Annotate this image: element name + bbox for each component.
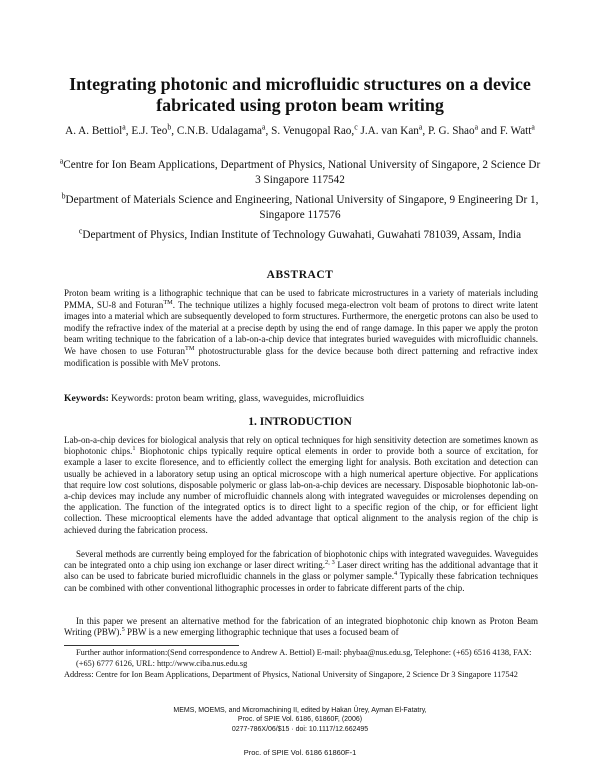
abstract-text: photostructurable glass for the device because both direct patterning and refractive index modification is possible with MeV protons. — [64, 345, 539, 368]
reference-mark: 5 — [121, 626, 125, 634]
paragraph-text: In this paper we present an alternative method for the fabrication of an integrated biophotonic chip known as Proton Beam Writing (PBW). — [64, 616, 538, 638]
paragraph-text: Typically these fabrication techniques can be combined with other conventional lithographic processes in order to fabricate different parts of the chip. — [64, 571, 538, 593]
intro-paragraph-2 — [64, 549, 538, 594]
intro-paragraph-3 — [64, 616, 538, 638]
paragraph-text: Laser direct writing has the additional advantage that it also can be used to fabricate buried microfluidic channels in the glass or polymer sample. — [64, 560, 538, 582]
author-affiliation-mark: a — [474, 122, 479, 132]
author-name: E.J. Teo — [131, 125, 168, 137]
keywords-text: Keywords: proton beam writing, glass, waveguides, microfluidics — [111, 393, 365, 404]
intro-paragraph-1 — [64, 435, 538, 536]
paragraph-text: Lab-on-a-chip devices for biological analysis that rely on optical techniques for high sensitivity detection are sometimes known as biophotonic chips. — [64, 435, 538, 457]
author-name: S. Venugopal Rao, — [271, 125, 355, 137]
footnote — [64, 648, 538, 680]
trademark-mark: TM — [185, 344, 195, 352]
paragraph-text: Biophotonic chips typically require optical elements in order to provide both a source of excitation, for example a laser to excite floresence, and to efficiently collect the emerging light for analysis. Both excitation and detection can usually be achieved in a laboratory setup using an optical microscope with a high numerical aperture objective. For applications that require low cost solutions, disposable polymeric or glass lab-on-a-chip devices are necessary. Disposable biophotonic lab-on-a-chip devices may include any number of microfluidic channels along with integrated waveguides or microlenses depending on the application. The function of the integrated optics is to direct light to a specific region of the chip, or for efficient light collection. These microoptical elements have the added advantage that optical alignment to the analysis region of the chip is achieved during the fabrication process. — [64, 446, 538, 535]
affiliation-mark: c — [78, 226, 83, 236]
author-affiliation-mark: a — [122, 122, 126, 132]
page-number: Proc. of SPIE Vol. 6186 61860F-1 — [243, 748, 357, 757]
author-name: J.A. van Kan — [360, 125, 419, 137]
abstract-heading: ABSTRACT — [266, 269, 334, 281]
reference-mark: 1 — [132, 445, 136, 453]
author-affiliation-mark: a — [418, 122, 423, 132]
abstract-text: Proton beam writing is a lithographic technique that can be used to fabricate microstructures in a variety of materials including PMMA, SU-8 and Foturan — [64, 288, 538, 310]
proceedings-editors: MEMS, MOEMS, and Micromachining II, edited by Hakan Ürey, Ayman El-Fatatry, — [173, 707, 427, 714]
author-affiliation-mark: a — [531, 122, 535, 132]
author-affiliation-mark: c — [354, 122, 358, 132]
proceedings-doi: 0277-786X/06/$15 · doi: 10.1117/12.662495 — [231, 725, 369, 733]
affiliation-c — [58, 228, 542, 243]
affiliation-b — [58, 193, 542, 223]
footnote-divider — [64, 645, 239, 646]
abstract-text: . The technique utilizes a highly focused mega-electron volt beam of protons to direct write latent images into a material which are subsequently developed to form structures. Furthermore, the energetic protons can also be used to modify the refractive index of the material at a precise depth by using the end of range damage. In this paper we apply the proton beam writing technique to the fabrication of a lab-on-a-chip device that integrates buried waveguides with microfluidic channels. We have chosen to use Foturan — [64, 299, 538, 356]
proceedings-info — [160, 706, 440, 734]
affiliation-text: Centre for Ion Beam Applications, Department of Physics, National University of Singapore, 2 Science Dr 3 Singapore 117542 — [63, 159, 541, 186]
author-name: F. Watt — [499, 125, 532, 137]
author-affiliation-mark: b — [167, 122, 172, 132]
paragraph-text: PBW is a new emerging lithographic technique that uses a focused beam of — [124, 627, 399, 638]
paragraph-text: Several methods are currently being employed for the fabrication of biophotonic chips with integrated waveguides. Waveguides can be integrated onto a chip using ion exchange or laser direct writing. — [64, 549, 538, 571]
affiliation-text: Department of Materials Science and Engineering, National University of Singapore, 9 Engineering Dr 1, Singapore 117576 — [65, 194, 539, 221]
abstract-body — [64, 288, 538, 369]
proceedings-volume: Proc. of SPIE Vol. 6186, 61860F, (2006) — [237, 716, 363, 724]
affiliation-mark: a — [59, 156, 64, 166]
footnote-address: Address: Centre for Ion Beam Applications, Department of Physics, National University of Singapore, 2 Science Dr 3 Singapore 117542 — [64, 669, 518, 679]
introduction-heading: 1. INTRODUCTION — [248, 416, 352, 428]
author-name: P. G. Shao — [427, 125, 475, 137]
affiliation-a — [58, 158, 542, 188]
affiliation-text: Department of Physics, Indian Institute of Technology Guwahati, Guwahati 781039, Assam, India — [82, 229, 522, 241]
trademark-mark: TM — [163, 298, 173, 306]
keywords — [64, 393, 538, 404]
paper-title: Integrating photonic and microfluidic structures on a device fabricated using proton beam writing — [69, 74, 531, 115]
author-affiliation-mark: a — [262, 122, 266, 132]
author-name: C.N.B. Udalagama — [176, 125, 263, 137]
author-name: A. A. Bettiol — [65, 125, 123, 137]
footnote-contact: Further author information:(Send correspondence to Andrew A. Bettiol) E-mail: phybaa@nus.edu.sg, Telephone: (+65) 6516 4138, FAX: (+65) 6777 6126, URL: http://www.ciba.nus.edu.sg — [76, 648, 532, 668]
author-list: A. A. Bettiol$^a$, E.J. Teo$^b$, C.N.B. Udalagama$^a$, S. Venugopal Rao,$^c$ J.A. van Kan$^a$, P. G. Shao$^a$ and F. Watt$^a$ — [65, 122, 535, 137]
affiliation-mark: b — [61, 191, 66, 201]
reference-mark: 2, 3 — [325, 559, 335, 567]
reference-mark: 4 — [393, 570, 398, 578]
keywords-label: Keywords: — [64, 393, 109, 404]
